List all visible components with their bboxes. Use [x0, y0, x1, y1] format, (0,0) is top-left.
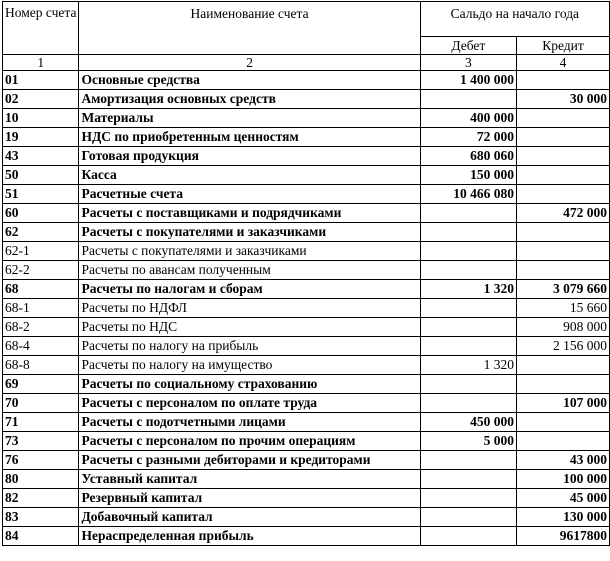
credit-cell	[516, 432, 609, 451]
table-row	[3, 489, 610, 508]
table-row	[3, 204, 610, 223]
debit-cell: 450 000	[420, 413, 516, 432]
account-name-cell: Основные средства	[79, 71, 420, 90]
debit-cell	[420, 470, 516, 489]
account-number-cell: 82	[3, 489, 79, 508]
column-index-4: 4	[516, 55, 609, 71]
table-row	[3, 451, 610, 470]
account-number-cell: 62	[3, 223, 79, 242]
debit-cell	[420, 394, 516, 413]
debit-cell: 1 320	[420, 280, 516, 299]
debit-cell	[420, 90, 516, 109]
debit-cell: 10 466 080	[420, 185, 516, 204]
account-name-cell: Нераспределенная прибыль	[79, 527, 420, 546]
account-number-cell: 76	[3, 451, 79, 470]
debit-cell	[420, 223, 516, 242]
account-number-cell: 68-1	[3, 299, 79, 318]
account-name-cell: НДС по приобретенным ценностям	[79, 128, 420, 147]
credit-cell	[516, 242, 609, 261]
account-name-cell: Уставный капитал	[79, 470, 420, 489]
table-row	[3, 71, 610, 90]
table-row	[3, 470, 610, 489]
credit-cell	[516, 109, 609, 128]
table-header	[3, 2, 610, 71]
balance-table	[2, 1, 610, 546]
debit-cell	[420, 318, 516, 337]
debit-cell: 72 000	[420, 128, 516, 147]
debit-cell	[420, 527, 516, 546]
credit-cell: 9617800	[516, 527, 609, 546]
account-name-cell: Расчеты по налогам и сборам	[79, 280, 420, 299]
table-row	[3, 223, 610, 242]
account-name-cell: Расчеты с поставщиками и подрядчиками	[79, 204, 420, 223]
debit-cell	[420, 375, 516, 394]
debit-cell	[420, 204, 516, 223]
account-name-cell: Готовая продукция	[79, 147, 420, 166]
column-index-1: 1	[3, 55, 79, 71]
table-row	[3, 394, 610, 413]
account-name-cell: Добавочный капитал	[79, 508, 420, 527]
table-row	[3, 280, 610, 299]
account-name-cell: Касса	[79, 166, 420, 185]
account-number-cell: 02	[3, 90, 79, 109]
table-row	[3, 128, 610, 147]
debit-cell: 1 320	[420, 356, 516, 375]
account-name-cell: Расчеты по НДФЛ	[79, 299, 420, 318]
credit-cell: 472 000	[516, 204, 609, 223]
header-account-name: Наименование счета	[79, 2, 420, 55]
account-name-cell: Материалы	[79, 109, 420, 128]
account-number-cell: 43	[3, 147, 79, 166]
account-name-cell: Расчеты по авансам полученным	[79, 261, 420, 280]
column-index-3: 3	[420, 55, 516, 71]
account-name-cell: Расчеты по НДС	[79, 318, 420, 337]
debit-cell	[420, 299, 516, 318]
credit-cell: 2 156 000	[516, 337, 609, 356]
table-row	[3, 375, 610, 394]
table-row	[3, 432, 610, 451]
table-row	[3, 109, 610, 128]
credit-cell: 3 079 660	[516, 280, 609, 299]
account-number-cell: 50	[3, 166, 79, 185]
debit-cell: 5 000	[420, 432, 516, 451]
table-row	[3, 527, 610, 546]
debit-cell	[420, 242, 516, 261]
account-name-cell: Расчеты с разными дебиторами и кредиторами	[79, 451, 420, 470]
table-row	[3, 90, 610, 109]
table-row	[3, 261, 610, 280]
debit-cell: 680 060	[420, 147, 516, 166]
account-number-cell: 01	[3, 71, 79, 90]
account-number-cell: 84	[3, 527, 79, 546]
debit-cell: 400 000	[420, 109, 516, 128]
account-name-cell: Расчеты с покупателями и заказчиками	[79, 242, 420, 261]
account-number-cell: 68-4	[3, 337, 79, 356]
debit-cell: 150 000	[420, 166, 516, 185]
table-row	[3, 166, 610, 185]
table-row	[3, 242, 610, 261]
account-number-cell: 69	[3, 375, 79, 394]
header-debit: Дебет	[420, 37, 516, 55]
credit-cell: 107 000	[516, 394, 609, 413]
credit-cell	[516, 375, 609, 394]
account-number-cell: 80	[3, 470, 79, 489]
account-number-cell: 71	[3, 413, 79, 432]
table-row	[3, 508, 610, 527]
account-name-cell: Расчеты с персоналом по прочим операциям	[79, 432, 420, 451]
account-number-cell: 68-2	[3, 318, 79, 337]
account-name-cell: Расчеты с покупателями и заказчиками	[79, 223, 420, 242]
credit-cell: 100 000	[516, 470, 609, 489]
account-number-cell: 19	[3, 128, 79, 147]
credit-cell	[516, 128, 609, 147]
credit-cell	[516, 185, 609, 204]
table-body	[3, 71, 610, 546]
account-name-cell: Амортизация основных средств	[79, 90, 420, 109]
credit-cell	[516, 166, 609, 185]
credit-cell: 43 000	[516, 451, 609, 470]
account-number-cell: 62-1	[3, 242, 79, 261]
account-number-cell: 68	[3, 280, 79, 299]
credit-cell	[516, 71, 609, 90]
balance-table-container	[2, 1, 610, 546]
column-index-2: 2	[79, 55, 420, 71]
credit-cell	[516, 261, 609, 280]
column-index-row	[3, 55, 610, 71]
table-row	[3, 337, 610, 356]
table-row	[3, 147, 610, 166]
credit-cell	[516, 413, 609, 432]
table-row	[3, 413, 610, 432]
account-name-cell: Расчетные счета	[79, 185, 420, 204]
account-number-cell: 70	[3, 394, 79, 413]
account-name-cell: Расчеты по социальному страхованию	[79, 375, 420, 394]
credit-cell: 30 000	[516, 90, 609, 109]
debit-cell: 1 400 000	[420, 71, 516, 90]
debit-cell	[420, 261, 516, 280]
account-number-cell: 73	[3, 432, 79, 451]
table-row	[3, 356, 610, 375]
credit-cell: 908 000	[516, 318, 609, 337]
credit-cell	[516, 147, 609, 166]
account-name-cell: Расчеты по налогу на прибыль	[79, 337, 420, 356]
table-row	[3, 318, 610, 337]
credit-cell	[516, 223, 609, 242]
account-number-cell: 62-2	[3, 261, 79, 280]
credit-cell: 15 660	[516, 299, 609, 318]
account-name-cell: Расчеты с персоналом по оплате труда	[79, 394, 420, 413]
header-saldo: Сальдо на начало года	[420, 2, 609, 37]
account-number-cell: 51	[3, 185, 79, 204]
account-name-cell: Расчеты с подотчетными лицами	[79, 413, 420, 432]
credit-cell: 45 000	[516, 489, 609, 508]
account-name-cell: Резервный капитал	[79, 489, 420, 508]
header-credit: Кредит	[516, 37, 609, 55]
credit-cell: 130 000	[516, 508, 609, 527]
account-number-cell: 83	[3, 508, 79, 527]
header-account-number: Номер счета	[3, 2, 79, 55]
table-row	[3, 299, 610, 318]
debit-cell	[420, 451, 516, 470]
account-name-cell: Расчеты по налогу на имущество	[79, 356, 420, 375]
account-number-cell: 60	[3, 204, 79, 223]
account-number-cell: 10	[3, 109, 79, 128]
account-number-cell: 68-8	[3, 356, 79, 375]
table-row	[3, 185, 610, 204]
credit-cell	[516, 356, 609, 375]
debit-cell	[420, 489, 516, 508]
debit-cell	[420, 337, 516, 356]
debit-cell	[420, 508, 516, 527]
